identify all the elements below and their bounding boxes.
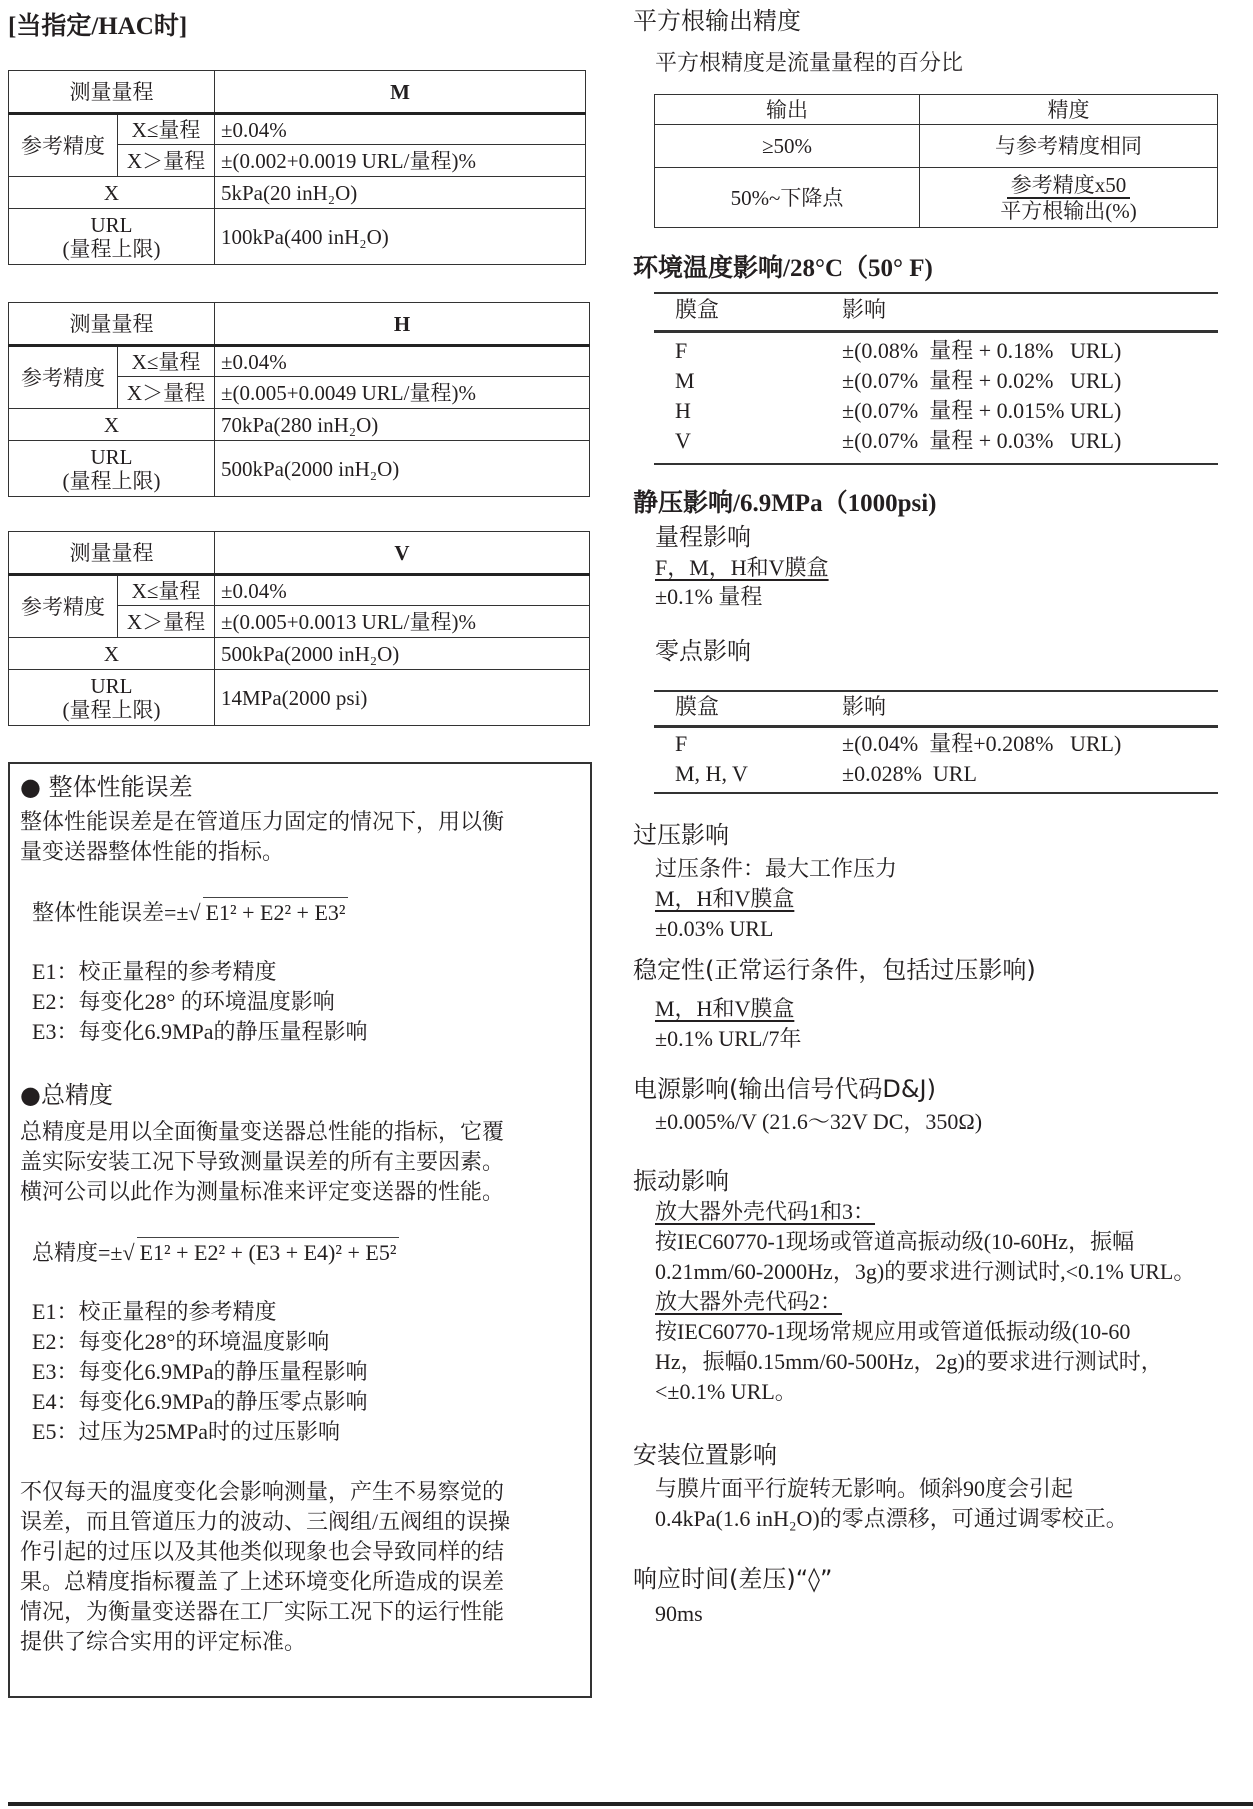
cond-1: X≤量程 bbox=[118, 575, 215, 606]
stability-capsules: M，H和V膜盒 bbox=[655, 996, 795, 1021]
overpressure-value: ±0.03% URL bbox=[655, 916, 774, 941]
url-label: URL bbox=[90, 444, 133, 469]
value-1: ±0.04% bbox=[215, 346, 590, 377]
value-1: ±0.04% bbox=[215, 575, 590, 606]
cond-2: X＞量程 bbox=[118, 377, 215, 409]
error-term: E1：校正量程的参考精度 bbox=[32, 959, 277, 984]
span-value: ±0.1% 量程 bbox=[655, 584, 763, 609]
total-accuracy-text: 横河公司以此作为测量标准来评定变送器的性能。 bbox=[20, 1179, 505, 1204]
vibration-text: 0.21mm/60-2000Hz，3g)的要求进行测试时,<0.1% URL。 bbox=[655, 1259, 1196, 1284]
power-heading: 电源影响(输出信号代码D&J) bbox=[633, 1075, 936, 1103]
response-value: 90ms bbox=[655, 1601, 703, 1626]
effect: ±(0.08% 量程 + 0.18% URL) bbox=[842, 338, 1122, 363]
error-term: E3：每变化6.9MPa的静压量程影响 bbox=[32, 1019, 368, 1044]
cell: 50%~下降点 bbox=[655, 168, 920, 228]
url-row bbox=[9, 441, 590, 497]
table-rule bbox=[654, 792, 1218, 794]
url-value: 14MPa(2000 psi) bbox=[215, 670, 590, 726]
col-effect: 影响 bbox=[842, 297, 887, 322]
col-effect: 影响 bbox=[842, 694, 887, 719]
span-effect-heading: 量程影响 bbox=[655, 523, 751, 551]
table-header-row bbox=[9, 532, 590, 575]
x-value: 70kPa(280 inH₂O) bbox=[215, 409, 590, 441]
header-row bbox=[655, 95, 1218, 125]
capsule: H bbox=[675, 398, 691, 423]
span-capsules: F，M，H和V膜盒 bbox=[655, 555, 829, 580]
x-row bbox=[9, 177, 586, 209]
power-value: ±0.005%/V (21.6～32V DC，350Ω) bbox=[655, 1109, 983, 1134]
header-label: 测量量程 bbox=[9, 532, 215, 575]
temp-heading: 环境温度影响/28°C（50° F) bbox=[633, 255, 933, 282]
stability-value: ±0.1% URL/7年 bbox=[655, 1026, 802, 1051]
url-sub: (量程上限) bbox=[62, 697, 161, 722]
error-term: E3：每变化6.9MPa的静压量程影响 bbox=[32, 1359, 368, 1384]
capsule: M bbox=[675, 368, 695, 393]
table-rule bbox=[654, 463, 1218, 465]
vibration-text: Hz，振幅0.15mm/60-500Hz，2g)的要求进行测试时， bbox=[655, 1349, 1163, 1374]
formula-lhs: 整体性能误差=± bbox=[32, 900, 189, 925]
performance-box bbox=[8, 762, 592, 1698]
static-heading: 静压影响/6.9MPa（1000psi) bbox=[633, 490, 937, 517]
vibration-code-2: 放大器外壳代码2： bbox=[655, 1289, 843, 1314]
total-accuracy-note: 提供了综合实用的评定标准。 bbox=[20, 1629, 307, 1654]
header-value: M bbox=[215, 71, 586, 114]
vibration-code-1: 放大器外壳代码1和3： bbox=[655, 1199, 876, 1224]
cond-1: X≤量程 bbox=[118, 114, 215, 145]
spec-table-h bbox=[8, 302, 590, 497]
x-row bbox=[9, 409, 590, 441]
url-row bbox=[9, 670, 590, 726]
value-2: ±(0.002+0.0019 URL/量程)% bbox=[215, 145, 586, 177]
capsule: M, H, V bbox=[675, 761, 748, 786]
url-sub: (量程上限) bbox=[62, 468, 161, 493]
stability-heading: 稳定性(正常运行条件，包括过压影响) bbox=[633, 956, 1036, 984]
fraction-denominator: 平方根输出(%) bbox=[1000, 198, 1137, 223]
sqrt-subtitle: 平方根精度是流量量程的百分比 bbox=[655, 50, 964, 75]
url-row bbox=[9, 209, 586, 265]
overpressure-condition: 过压条件：最大工作压力 bbox=[655, 856, 898, 881]
mounting-heading: 安装位置影响 bbox=[633, 1441, 777, 1469]
overpressure-heading: 过压影响 bbox=[633, 821, 729, 849]
cond-1: X≤量程 bbox=[118, 346, 215, 377]
url-value: 100kPa(400 inH₂O) bbox=[215, 209, 586, 265]
x-label: X bbox=[9, 638, 215, 670]
table-header-row bbox=[9, 303, 590, 346]
error-term: E2：每变化28° 的环境温度影响 bbox=[32, 989, 335, 1014]
x-row bbox=[9, 638, 590, 670]
ref-row-1 bbox=[9, 114, 586, 145]
zero-effect-heading: 零点影响 bbox=[655, 637, 751, 665]
total-accuracy-note: 果。总精度指标覆盖了上述环境变化所造成的误差 bbox=[20, 1569, 505, 1594]
error-term: E4：每变化6.9MPa的静压零点影响 bbox=[32, 1389, 368, 1414]
cell: 与参考精度相同 bbox=[920, 125, 1218, 168]
total-accuracy-note: 作引起的过压以及其他类似现象也会导致同样的结 bbox=[20, 1539, 505, 1564]
mounting-text: 0.4kPa(1.6 inH₂O)的零点漂移，可通过调零校正。 bbox=[655, 1506, 1128, 1531]
fraction-numerator: 参考精度x50 bbox=[1007, 173, 1131, 199]
mounting-text: 与膜片面平行旋转无影响。倾斜90度会引起 bbox=[655, 1476, 1074, 1501]
sqrt-heading: 平方根输出精度 bbox=[633, 7, 801, 35]
effect: ±(0.04% 量程+0.208% URL) bbox=[842, 731, 1122, 756]
vibration-text: <±0.1% URL。 bbox=[655, 1379, 797, 1404]
header-value: V bbox=[215, 532, 590, 575]
ref-label: 参考精度 bbox=[9, 346, 118, 409]
url-sub: (量程上限) bbox=[62, 236, 161, 261]
col-capsule: 膜盒 bbox=[675, 694, 720, 719]
x-value: 5kPa(20 inH₂O) bbox=[215, 177, 586, 209]
spec-table-m bbox=[8, 70, 586, 265]
overall-error-text: 量变送器整体性能的指标。 bbox=[20, 839, 285, 864]
table-rule bbox=[654, 330, 1218, 333]
ref-label: 参考精度 bbox=[9, 575, 118, 638]
ref-label: 参考精度 bbox=[9, 114, 118, 177]
total-accuracy-note: 情况，为衡量变送器在工厂实际工况下的运行性能 bbox=[20, 1599, 505, 1624]
fraction-cell bbox=[920, 168, 1218, 228]
header-label: 测量量程 bbox=[9, 71, 215, 114]
total-accuracy-text: 总精度是用以全面衡量变送器总性能的指标，它覆 bbox=[20, 1119, 505, 1144]
total-accuracy-heading: ●总精度 bbox=[20, 1081, 113, 1109]
total-accuracy-formula bbox=[32, 1237, 399, 1268]
ref-row-1 bbox=[9, 575, 590, 606]
url-label-cell bbox=[9, 441, 215, 497]
overpressure-capsules: M，H和V膜盒 bbox=[655, 886, 795, 911]
url-label-cell bbox=[9, 670, 215, 726]
error-term: E1：校正量程的参考精度 bbox=[32, 1299, 277, 1324]
effect: ±0.028% URL bbox=[842, 761, 977, 786]
header-value: H bbox=[215, 303, 590, 346]
total-accuracy-note: 不仅每天的温度变化会影响测量，产生不易察觉的 bbox=[20, 1479, 505, 1504]
formula-radicand: E1² + E2² + E3² bbox=[203, 897, 349, 928]
response-heading: 响应时间(差压)“◊” bbox=[633, 1565, 833, 1593]
effect: ±(0.07% 量程 + 0.015% URL) bbox=[842, 398, 1122, 423]
error-term: E2：每变化28°的环境温度影响 bbox=[32, 1329, 330, 1354]
x-label: X bbox=[9, 409, 215, 441]
footer-rule bbox=[8, 1802, 1253, 1806]
table-rule bbox=[654, 292, 1218, 294]
left-title: [当指定/HAC时] bbox=[8, 13, 188, 40]
overall-error-text: 整体性能误差是在管道压力固定的情况下，用以衡 bbox=[20, 809, 505, 834]
sqrt-sign: √ bbox=[188, 900, 201, 925]
value-1: ±0.04% bbox=[215, 114, 586, 145]
x-label: X bbox=[9, 177, 215, 209]
url-label: URL bbox=[90, 212, 133, 237]
effect: ±(0.07% 量程 + 0.03% URL) bbox=[842, 428, 1122, 453]
formula-lhs: 总精度=± bbox=[32, 1240, 123, 1265]
col-capsule: 膜盒 bbox=[675, 297, 720, 322]
col-output: 输出 bbox=[655, 95, 920, 125]
row bbox=[655, 125, 1218, 168]
vibration-text: 按IEC60770-1现场或管道高振动级(10-60Hz，振幅 bbox=[655, 1229, 1135, 1254]
table-header-row bbox=[9, 71, 586, 114]
effect: ±(0.07% 量程 + 0.02% URL) bbox=[842, 368, 1122, 393]
table-rule bbox=[654, 690, 1218, 692]
cond-2: X＞量程 bbox=[118, 145, 215, 177]
vibration-text: 按IEC60770-1现场常规应用或管道低振动级(10-60 bbox=[655, 1319, 1131, 1344]
url-label-cell bbox=[9, 209, 215, 265]
x-value: 500kPa(2000 inH₂O) bbox=[215, 638, 590, 670]
table-rule bbox=[654, 725, 1218, 728]
url-value: 500kPa(2000 inH₂O) bbox=[215, 441, 590, 497]
row bbox=[655, 168, 1218, 228]
sqrt-accuracy-table bbox=[654, 94, 1218, 228]
ref-row-1 bbox=[9, 346, 590, 377]
capsule: F bbox=[675, 338, 688, 363]
vibration-heading: 振动影响 bbox=[633, 1167, 729, 1195]
overall-error-formula bbox=[32, 897, 348, 928]
col-accuracy: 精度 bbox=[920, 95, 1218, 125]
capsule: F bbox=[675, 731, 688, 756]
spec-table-v bbox=[8, 531, 590, 726]
total-accuracy-text: 盖实际安装工况下导致测量误差的所有主要因素。 bbox=[20, 1149, 505, 1174]
total-accuracy-note: 误差，而且管道压力的波动、三阀组/五阀组的误操 bbox=[20, 1509, 511, 1534]
capsule: V bbox=[675, 428, 691, 453]
overall-error-heading: ● 整体性能误差 bbox=[20, 773, 193, 801]
url-label: URL bbox=[90, 673, 133, 698]
error-term: E5：过压为25MPa时的过压影响 bbox=[32, 1419, 341, 1444]
sqrt-sign: √ bbox=[122, 1240, 135, 1265]
formula-radicand: E1² + E2² + (E3 + E4)² + E5² bbox=[137, 1237, 400, 1268]
header-label: 测量量程 bbox=[9, 303, 215, 346]
value-2: ±(0.005+0.0049 URL/量程)% bbox=[215, 377, 590, 409]
cell: ≥50% bbox=[655, 125, 920, 168]
value-2: ±(0.005+0.0013 URL/量程)% bbox=[215, 606, 590, 638]
cond-2: X＞量程 bbox=[118, 606, 215, 638]
